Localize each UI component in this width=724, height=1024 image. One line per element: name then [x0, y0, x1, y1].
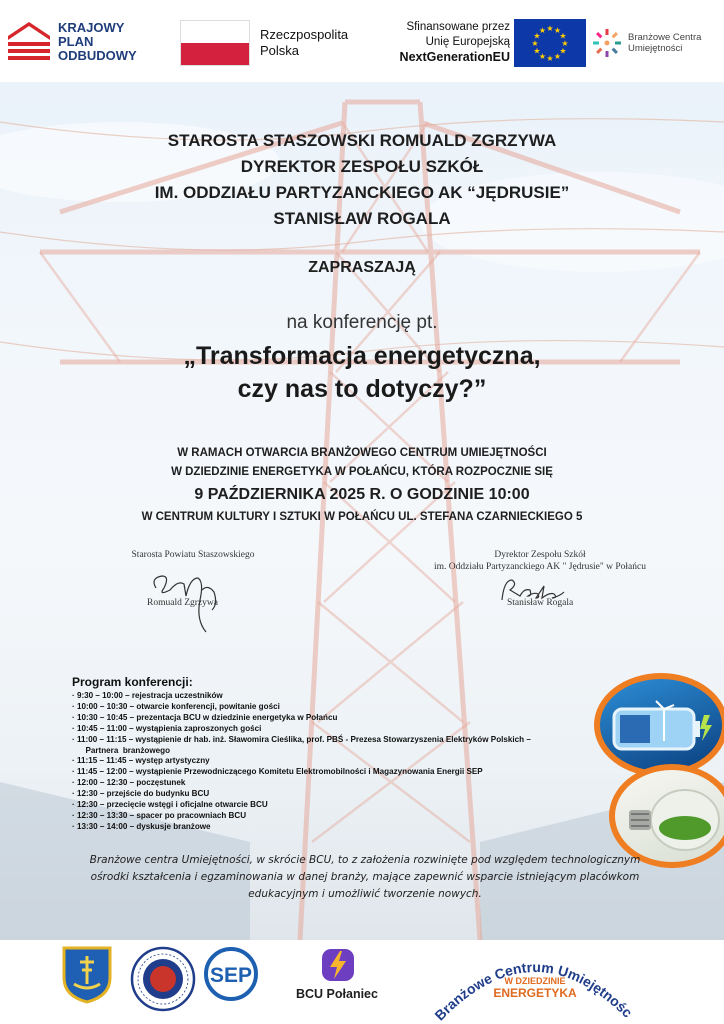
eu-star-icon: ★: [533, 46, 541, 56]
eu-star-icon: ★: [561, 39, 569, 48]
event-venue: W CENTRUM KULTURY I SZTUKI W POŁAŃCU UL. STEFANA CZARNIECKIEGO 5: [141, 511, 583, 523]
kpo-mark-icon: [8, 20, 50, 64]
school-seal-icon: [130, 946, 196, 1012]
kpo-text: KRAJOWY PLAN ODBUDOWY: [58, 20, 137, 63]
kpo-logo: [8, 20, 137, 64]
svg-text:SEP: SEP: [209, 964, 253, 987]
poland-flag-icon: [180, 20, 250, 66]
event-context: W RAMACH OTWARCIA BRANŻOWEGO CENTRUM UMIEJĘTNOŚCI W DZIEDZINIE ENERGETYKA W POŁAŃCU, KTÓRA ROZPOCZNIE SIĘ 9 PAŹDZIERNIKA 2025 R. O GODZINIE 10:00 W CENTRUM KULTURY I SZTUKI W POŁAŃCU UL. STEFANA CZARNIECKIEGO 5: [0, 444, 724, 527]
eu-star-icon: ★: [553, 26, 562, 36]
powiat-coat-of-arms-icon: [60, 944, 114, 1004]
invite-heading: ZAPRASZAJĄ: [308, 259, 416, 276]
program-item: · 12:00 – 12:30 – poczęstunek: [72, 778, 186, 788]
eu-star-icon: ★: [553, 51, 562, 61]
eu-flag-icon: [514, 19, 586, 67]
eu-star-icon: ★: [538, 26, 547, 36]
organizer-line: DYREKTOR ZESPOŁU SZKÓŁ: [240, 157, 484, 176]
program-list: [72, 691, 531, 833]
bcu-sunburst-icon: [592, 28, 622, 58]
bcu-description: Branżowe centra Umiejętności, w skrócie BCU, to z założenia rozwinięte pod względem technologicznym ośrodki kształcenia i egzaminowania w danej branży, mające zapewnić wsparcie istniejącym placówkom edukacyjnym i umożliwić tworzenie nowych.: [89, 854, 641, 900]
organizer-line: IM. ODDZIAŁU PARTYZANCKIEGO AK “JĘDRUSIE”: [154, 183, 570, 202]
program-item: · 11:45 – 12:00 – wystąpienie Przewodniczącego Komitetu Elektromobilności i Magazynowania Energii SEP: [72, 767, 483, 777]
eu-star-icon: ★: [559, 31, 567, 41]
program-item: · 12:30 – przejście do budynku BCU: [72, 789, 210, 799]
organizers-block: [0, 128, 724, 232]
rzeczpospolita-label: Rzeczpospolita Polska: [260, 27, 349, 58]
program-item: · 10:30 – 10:45 – prezentacja BCU w dziedzinie energetyka w Połańcu: [72, 712, 338, 722]
eu-star-icon: ★: [559, 46, 567, 56]
eu-star-icon: ★: [531, 39, 539, 48]
eu-star-icon: ★: [546, 24, 554, 33]
program-item: · 12:30 – przecięcie wstęgi i oficjalne otwarcie BCU: [72, 800, 268, 810]
bcu-header-logo: Branżowe Centra Umiejętności: [592, 28, 701, 58]
organizer-line: STAROSTA STASZOWSKI ROMUALD ZGRZYWA: [167, 131, 557, 150]
right-signatory-title: Dyrektor Zespołu Szkół im. Oddziału Partyzanckiego AK " Jędrusie" w Połańcu: [434, 550, 646, 572]
program-item: Partnera branżowego: [72, 745, 171, 755]
event-date: 9 PAŹDZIERNIKA 2025 R. O GODZINIE 10:00: [194, 486, 530, 503]
right-signatory-name: Stanisław Rogala: [507, 598, 574, 608]
eu-star-icon: ★: [538, 51, 547, 61]
bcu-energetyka-center: W DZIEDZINIE ENERGETYKA: [493, 976, 577, 1000]
program-item: · 13:30 – 14:00 – dyskusje branżowe: [72, 821, 211, 831]
program-item: · 9:30 – 10:00 – rejestracja uczestników: [72, 691, 223, 700]
header-logos-bar: [0, 0, 724, 82]
conference-title: „Transformacja energetyczna, czy nas to dotyczy?”: [183, 342, 541, 403]
program-item: · 12:30 – 13:30 – spacer po pracowniach BCU: [72, 810, 247, 820]
left-signatory-name: Romuald Zgrzywa: [147, 598, 218, 608]
energy-storage-photo: [594, 673, 724, 777]
bcu-polaniec-bolt-icon: [318, 945, 358, 985]
program-title: Program konferencji:: [72, 675, 193, 689]
svg-text:Branżowe Centrum Umiejętności: Branżowe Centrum Umiejętnośc: [431, 958, 636, 1024]
eu-star-icon: ★: [533, 31, 541, 41]
bcu-polaniec-label: BCU Połaniec: [296, 987, 378, 1001]
organizer-line: STANISŁAW ROGALA: [273, 209, 451, 228]
footer-logos-bar: [0, 940, 724, 1024]
conference-intro: na konferencję pt.: [286, 312, 438, 333]
program-item: · 11:15 – 11:45 – występ artystyczny: [72, 756, 210, 766]
conference-program: [72, 675, 531, 833]
program-item: · 10:00 – 10:30 – otwarcie konferencji, powitanie gości: [72, 701, 280, 711]
eu-funding-label: Sfinansowane przez Unię Europejską NextGenerationEU: [399, 21, 510, 64]
sep-logo-icon: [204, 946, 258, 1002]
eu-star-icon: ★: [546, 54, 554, 63]
program-item: · 10:45 – 11:00 – wystąpienia zaproszonych gości: [72, 723, 262, 733]
program-item: · 11:00 – 11:15 – wystąpienie dr hab. inż. Sławomira Cieślika, prof. PBŚ - Prezesa Stowarzyszenia Elektryków Polskich –: [72, 734, 531, 744]
left-signatory-title: Starosta Powiatu Staszowskiego: [131, 550, 255, 560]
